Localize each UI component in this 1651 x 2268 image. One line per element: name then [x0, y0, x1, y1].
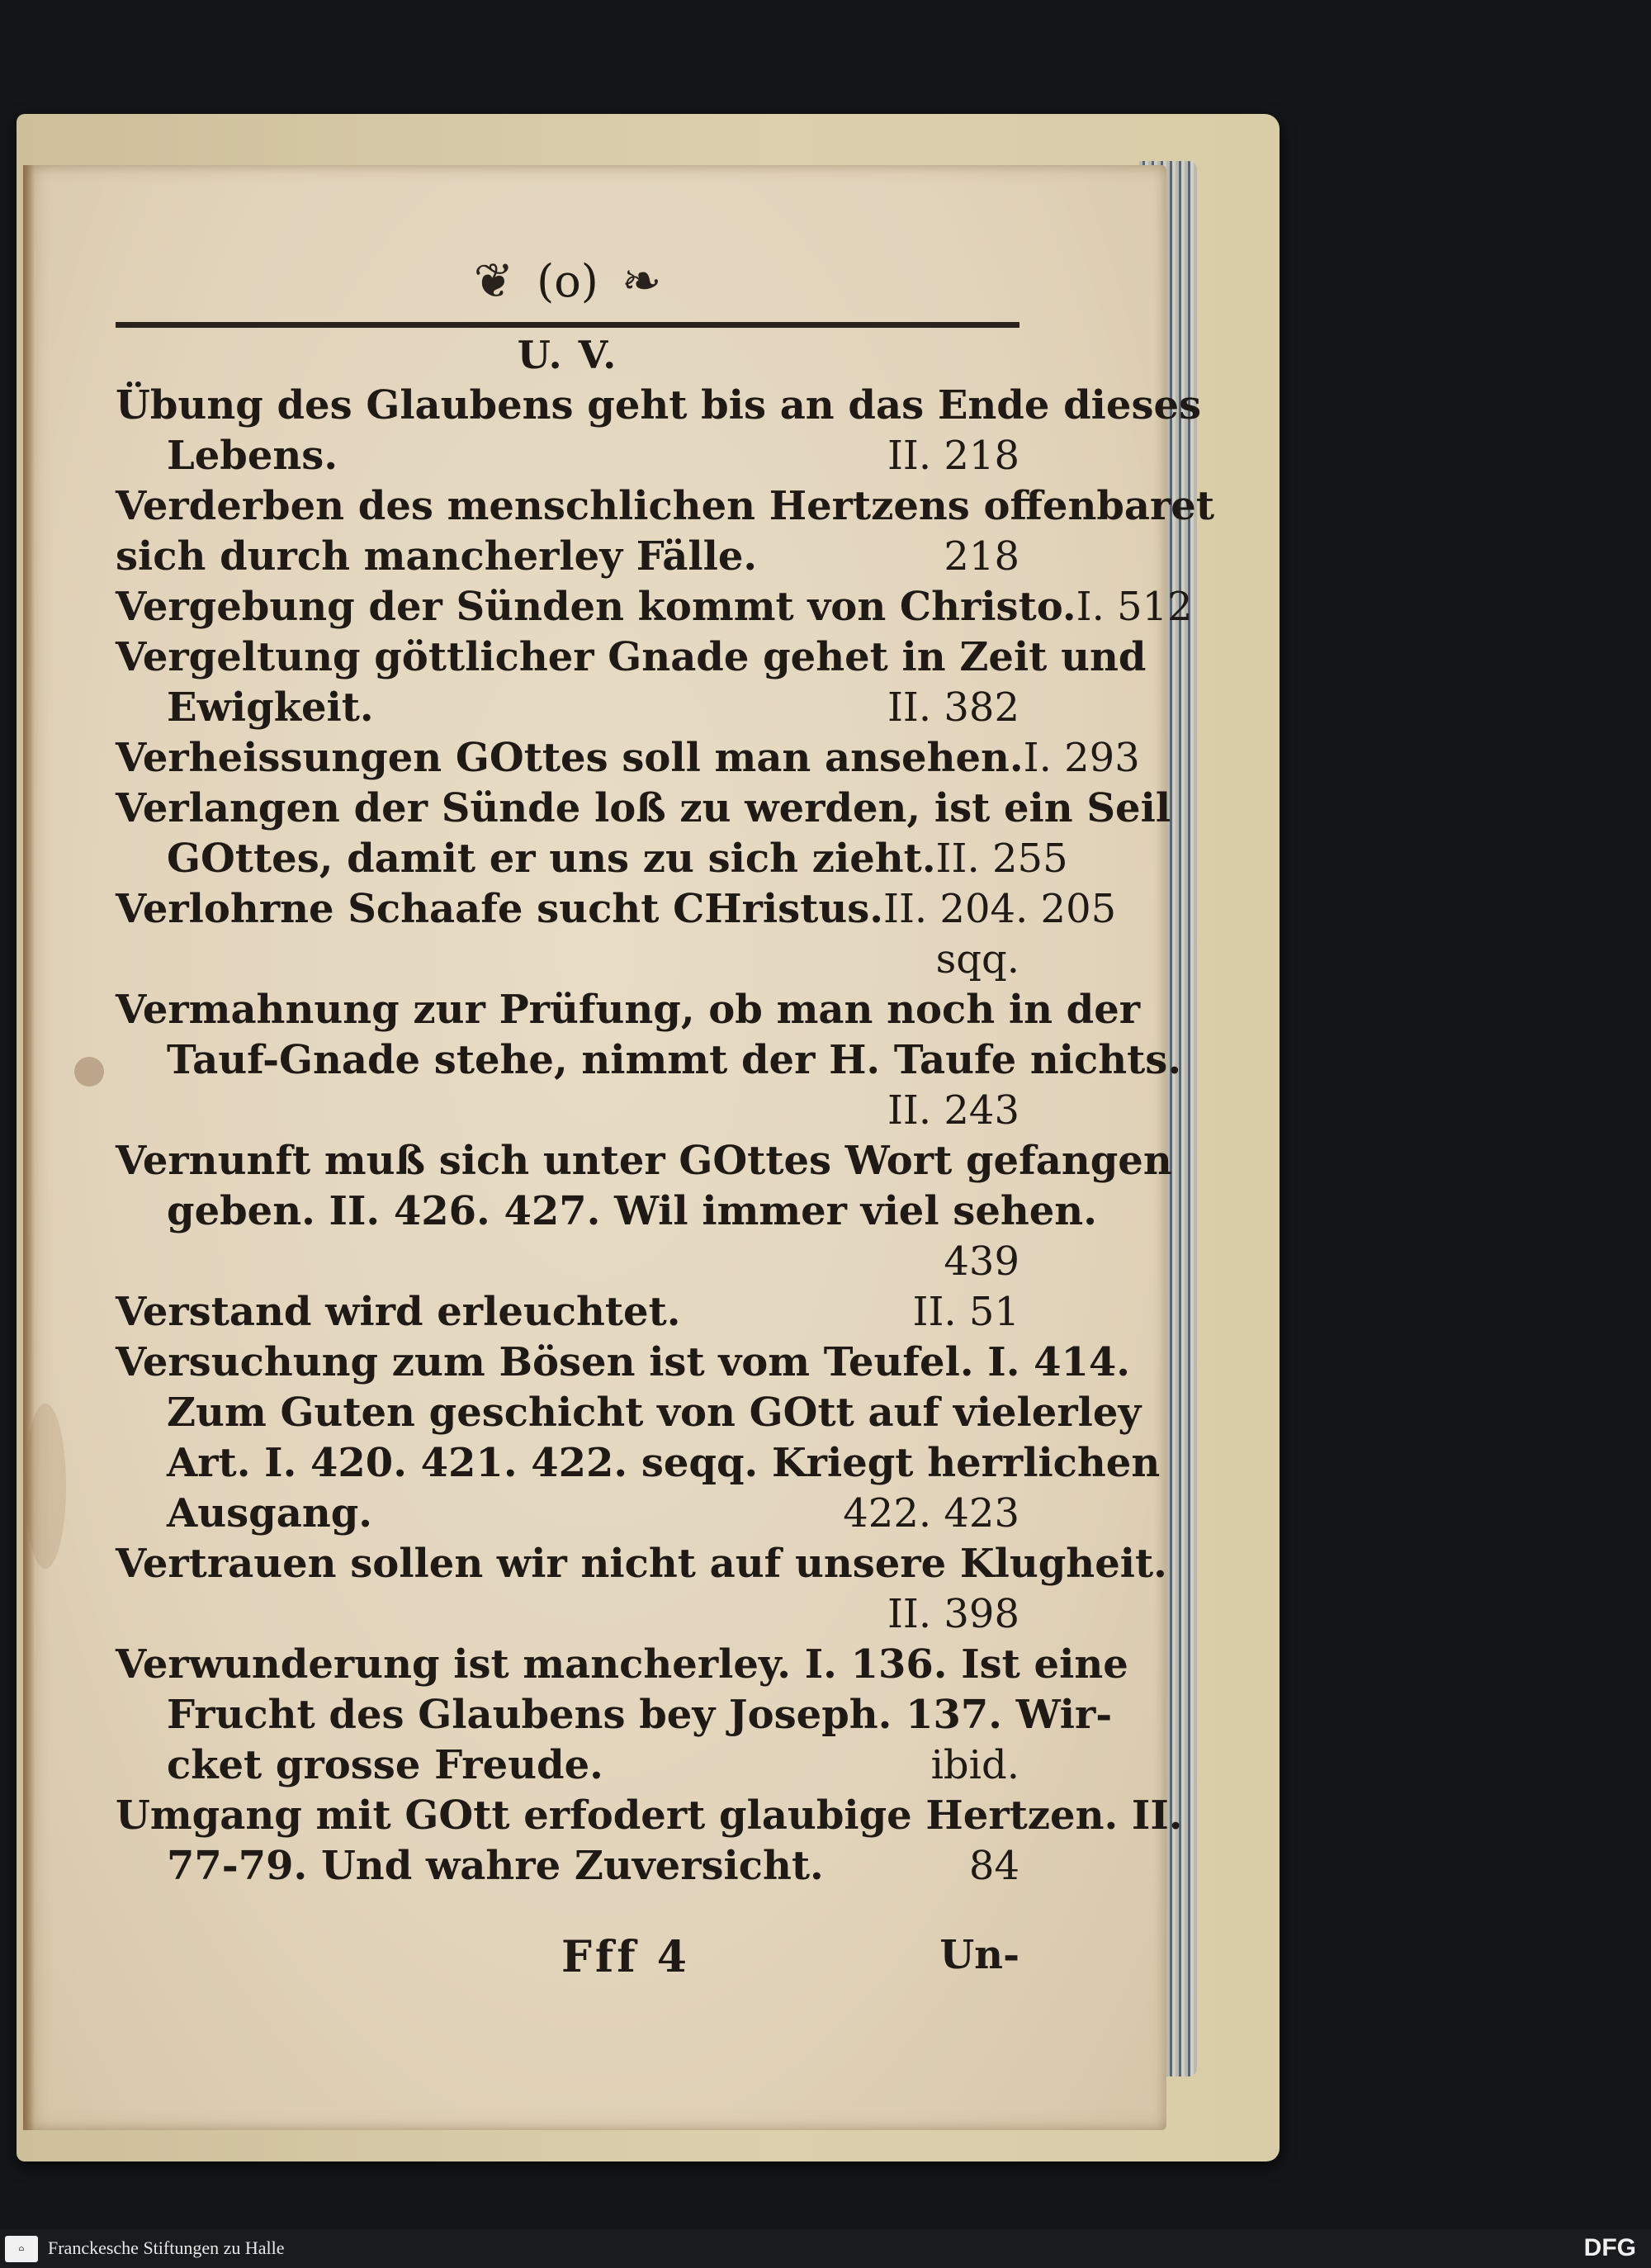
page-reference: II. 398 — [887, 1591, 1019, 1637]
entry-text: Verderben des menschlichen Hertzens offenbaret — [116, 483, 1215, 529]
entry-text: Frucht des Glaubens bey Joseph. 137. Wir- — [167, 1692, 1113, 1738]
entry-text: geben. II. 426. 427. Wil immer viel sehen. — [167, 1188, 1097, 1234]
entry-text: Übung des Glaubens geht bis an das Ende dieses — [116, 382, 1202, 429]
header-rule — [116, 322, 1019, 328]
entry-line — [116, 1136, 1172, 1186]
page-reference: I. 512 — [1076, 584, 1193, 630]
entry-text: Tauf-Gnade stehe, nimmt der H. Taufe nichts. — [167, 1037, 1182, 1083]
entry-line — [116, 532, 1019, 582]
entry-line — [116, 834, 1068, 884]
entry-line — [116, 1186, 1097, 1237]
entry-line — [116, 1640, 1128, 1690]
entry-line — [116, 1489, 1019, 1539]
page-reference: 422. 423 — [843, 1490, 1019, 1536]
entry-text: Vermahnung zur Prüfung, ob man noch in der — [116, 987, 1141, 1033]
index-entry — [116, 1338, 1161, 1539]
entry-line — [116, 683, 1019, 733]
page-reference: II. 218 — [887, 433, 1019, 479]
entry-line — [116, 1237, 1019, 1287]
entry-line — [116, 1791, 1183, 1841]
index-entry — [116, 381, 1202, 481]
entry-text: Verheissungen GOttes soll man ansehen. — [116, 735, 1024, 781]
index-entry — [116, 733, 1140, 784]
right-ornament-icon: ❧ — [621, 253, 662, 309]
entry-text: GOttes, damit er uns zu sich zieht. — [167, 836, 936, 882]
index-entry — [116, 1539, 1167, 1640]
index-entry — [116, 582, 1193, 632]
page-reference: ibid. — [930, 1742, 1019, 1788]
signature-mark: Fff 4 — [561, 1932, 690, 1982]
entry-line — [116, 1338, 1131, 1388]
entry-text: Ewigkeit. — [167, 684, 374, 731]
index-entry — [116, 1640, 1128, 1791]
entry-line — [116, 935, 1019, 985]
entry-line — [116, 632, 1147, 683]
entry-line — [116, 1438, 1161, 1489]
viewer-footer-bar — [0, 2229, 1651, 2268]
entry-text: Umgang mit GOtt erfodert glaubige Hertzen. II. — [116, 1792, 1183, 1839]
section-title: U. V. — [517, 333, 618, 377]
institution-logo-icon: ⌂ — [5, 2236, 38, 2262]
entry-line — [116, 985, 1141, 1035]
entry-line — [116, 582, 1193, 632]
page-reference: II. 382 — [887, 684, 1019, 731]
entry-text: Verstand wird erleuchtet. — [116, 1289, 681, 1335]
page-reference: II. 51 — [912, 1289, 1019, 1335]
entry-text: Zum Guten geschicht von GOtt auf vielerley — [167, 1390, 1142, 1436]
entry-text: Art. I. 420. 421. 422. seqq. Kriegt herrlichen — [167, 1440, 1161, 1486]
index-entry — [116, 1136, 1172, 1287]
entry-text: Ausgang. — [167, 1490, 372, 1536]
index-entry — [116, 1287, 1019, 1338]
catchword: Un- — [939, 1932, 1019, 1978]
page-reference: 218 — [944, 533, 1019, 580]
index-entry — [116, 784, 1171, 884]
page-header — [116, 248, 1019, 314]
entry-line — [116, 1287, 1019, 1338]
entry-line — [116, 1086, 1019, 1136]
entry-text: Verlohrne Schaafe sucht CHristus. — [116, 886, 883, 932]
entry-line — [116, 884, 1117, 935]
index-entry — [116, 884, 1117, 985]
entry-line — [116, 1841, 1019, 1892]
index-entry — [116, 985, 1182, 1136]
entry-text: Vergeltung göttlicher Gnade gehet in Zeit und — [116, 634, 1147, 680]
entry-line — [116, 381, 1202, 431]
entry-line — [116, 1589, 1019, 1640]
entry-line — [116, 733, 1140, 784]
index-text — [116, 248, 1215, 1892]
page-footer — [116, 1932, 1019, 1990]
entry-text: sich durch mancherley Fälle. — [116, 533, 758, 580]
institution-name: Franckesche Stiftungen zu Halle — [48, 2237, 285, 2258]
page-reference: I. 293 — [1023, 735, 1140, 781]
page-reference: II. 243 — [887, 1087, 1019, 1134]
dfg-logo: DFG — [1583, 2234, 1636, 2261]
entry-text: Vernunft muß sich unter GOttes Wort gefangen — [116, 1138, 1172, 1184]
entry-text: Vergebung der Sünden kommt von Christo. — [116, 584, 1076, 630]
index-entry — [116, 481, 1215, 582]
page-reference: II. 255 — [935, 836, 1068, 882]
entry-text: Verwunderung ist mancherley. I. 136. Ist eine — [116, 1641, 1128, 1688]
page-reference: 439 — [944, 1238, 1019, 1285]
index-entries — [116, 381, 1215, 1892]
entry-line — [116, 1740, 1019, 1791]
stain — [74, 1057, 104, 1087]
entry-line — [116, 1539, 1167, 1589]
entry-text: Verlangen der Sünde loß zu werden, ist ein Seil — [116, 785, 1171, 831]
page-number: (o) — [537, 254, 598, 307]
entry-line — [116, 1690, 1113, 1740]
entry-line — [116, 481, 1215, 532]
entry-line — [116, 1388, 1142, 1438]
entry-line — [116, 784, 1171, 834]
spine-shadow — [23, 165, 35, 2130]
page-reference: II. 204. 205 — [882, 886, 1117, 932]
page-reference: 84 — [968, 1843, 1019, 1889]
index-entry — [116, 632, 1147, 733]
entry-text: Versuchung zum Bösen ist vom Teufel. I. 414. — [116, 1339, 1131, 1385]
entry-line — [116, 1035, 1182, 1086]
page-reference: sqq. — [935, 936, 1019, 982]
stain — [25, 1404, 66, 1569]
entry-text: cket grosse Freude. — [167, 1742, 603, 1788]
index-entry — [116, 1791, 1183, 1892]
entry-text: 77-79. Und wahre Zuversicht. — [167, 1843, 824, 1889]
left-ornament-icon: ❦ — [473, 253, 514, 309]
entry-line — [116, 431, 1019, 481]
entry-text: Lebens. — [167, 433, 338, 479]
entry-text: Vertrauen sollen wir nicht auf unsere Klugheit. — [116, 1541, 1167, 1587]
